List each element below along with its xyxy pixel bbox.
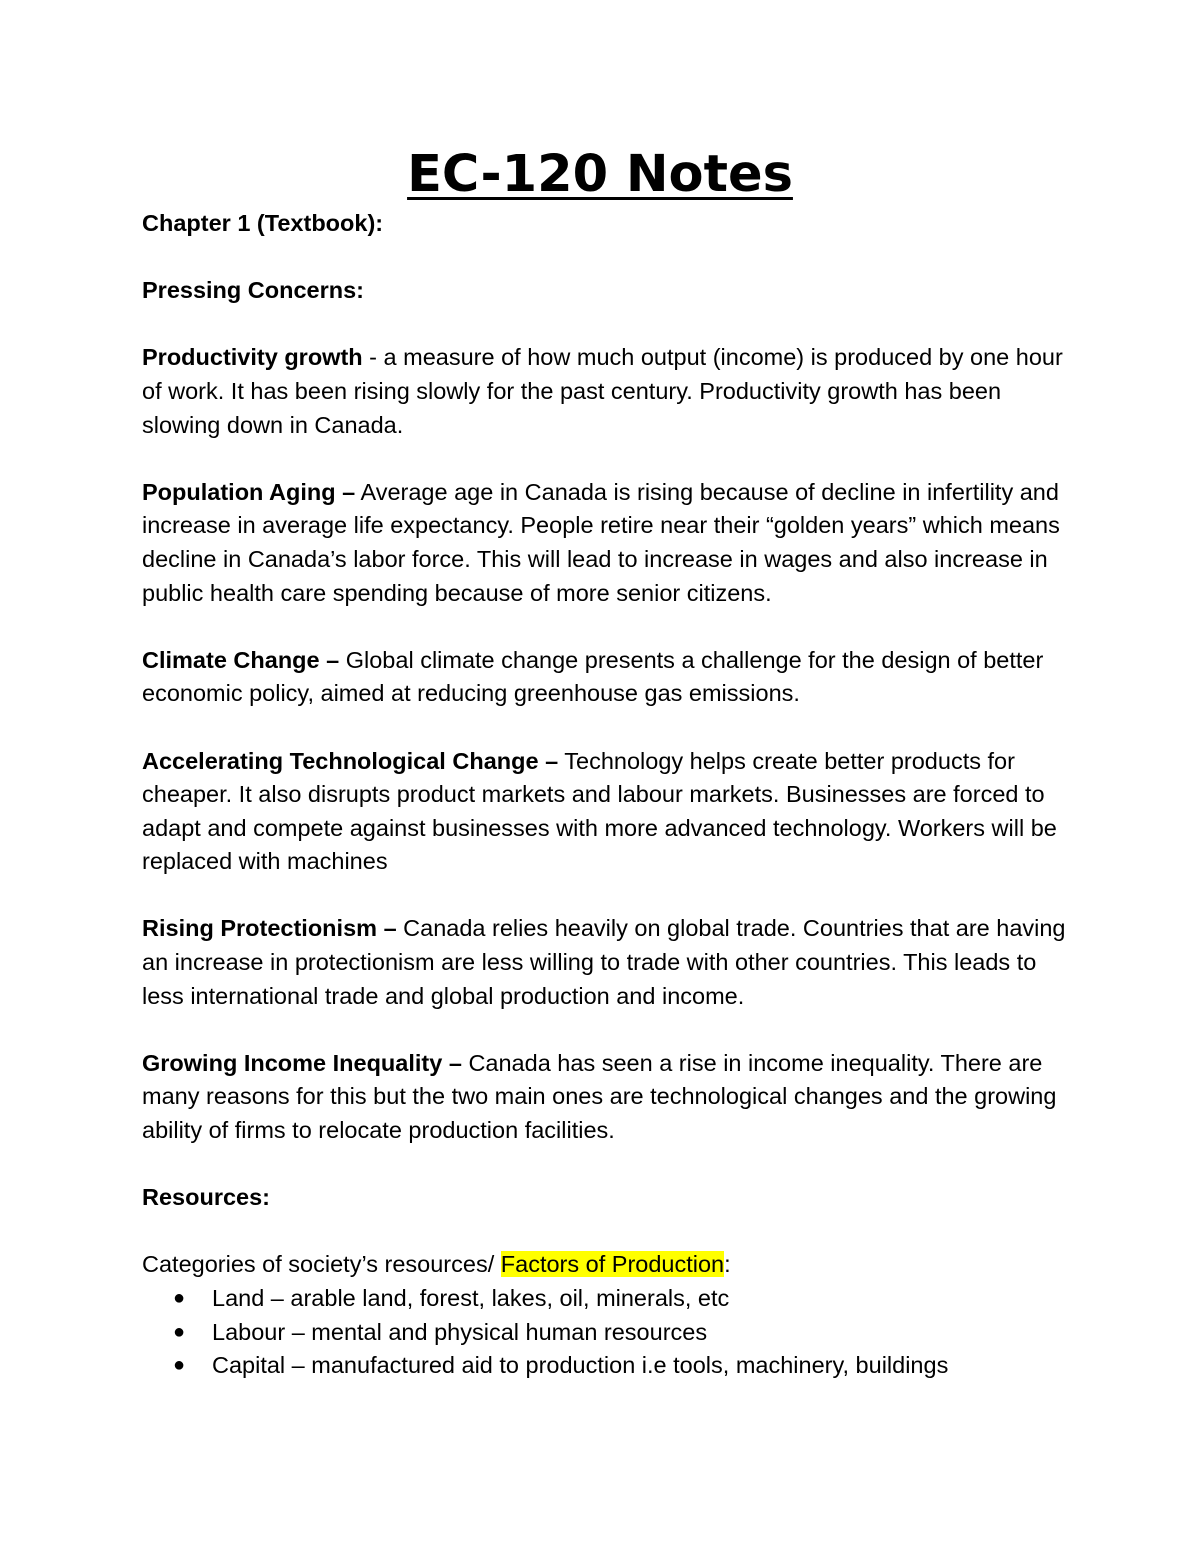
concern-term: Growing Income Inequality – <box>142 1049 462 1076</box>
bullet-icon: ● <box>173 1320 186 1343</box>
chapter-heading: Chapter 1 (Textbook): <box>142 210 384 236</box>
categories-suffix: : <box>724 1251 731 1278</box>
concern-term: Rising Protectionism – <box>142 915 397 942</box>
concern-term: Accelerating Technological Change – <box>142 747 559 774</box>
concern-term: Population Aging – <box>142 478 356 505</box>
concern-text: Average age in Canada is rising because of decline in infertility and increase in average life expectancy. People retire near their “golden years” which means decline in Canada’s labor force. This will lead to increase in wages and also increase in public health care spending because of more senior citizens. <box>142 478 1060 606</box>
concern-population-aging <box>142 476 1072 610</box>
factors-list <box>142 1282 1072 1383</box>
concern-text: - a measure of how much output (income) is produced by one hour of work. It has been rising slowly for the past century. Productivity growth has been slowing down in Canada. <box>142 344 1063 438</box>
concern-text: Technology helps create better products for cheaper. It also disrupts product markets and labour markets. Businesses are forced to adapt and compete against businesses with more advanced technology. Workers will be replaced with machines <box>142 747 1057 875</box>
bullet-icon: ● <box>173 1287 186 1309</box>
list-item <box>142 1282 1072 1316</box>
concern-productivity-growth <box>142 341 1072 442</box>
categories-line <box>142 1248 1072 1282</box>
concern-term: Productivity growth <box>142 344 363 371</box>
concern-term: Climate Change – <box>142 646 340 673</box>
document-body <box>142 207 1072 1383</box>
pressing-concerns-heading: Pressing Concerns: <box>142 277 365 304</box>
factor-text: Land – arable land, forest, lakes, oil, minerals, etc <box>212 1285 730 1311</box>
list-item <box>142 1316 1072 1350</box>
concern-text: Global climate change presents a challenge for the design of better economic policy, aimed at reducing greenhouse gas emissions. <box>142 646 1044 707</box>
factor-text: Labour – mental and physical human resources <box>212 1318 708 1345</box>
document-title: EC-120 Notes <box>407 145 793 204</box>
list-item <box>142 1349 1072 1383</box>
categories-prefix: Categories of society’s resources/ <box>142 1251 501 1278</box>
concern-income-inequality <box>142 1047 1072 1148</box>
concern-text: Canada relies heavily on global trade. Countries that are having an increase in protectionism are less willing to trade with other countries. This leads to less international trade and global production and income. <box>142 915 1066 1009</box>
concern-rising-protectionism <box>142 912 1072 1013</box>
resources-heading: Resources: <box>142 1184 270 1211</box>
concern-technological-change <box>142 745 1072 879</box>
factor-text: Capital – manufactured aid to production i.e tools, machinery, buildings <box>212 1352 949 1379</box>
concern-climate-change <box>142 644 1072 711</box>
bullet-icon: ● <box>173 1354 186 1377</box>
factors-of-production-highlight: Factors of Production <box>500 1251 725 1278</box>
concern-text: Canada has seen a rise in income inequality. There are many reasons for this but the two main ones are technological changes and the growing ability of firms to relocate production facilities. <box>142 1049 1057 1144</box>
